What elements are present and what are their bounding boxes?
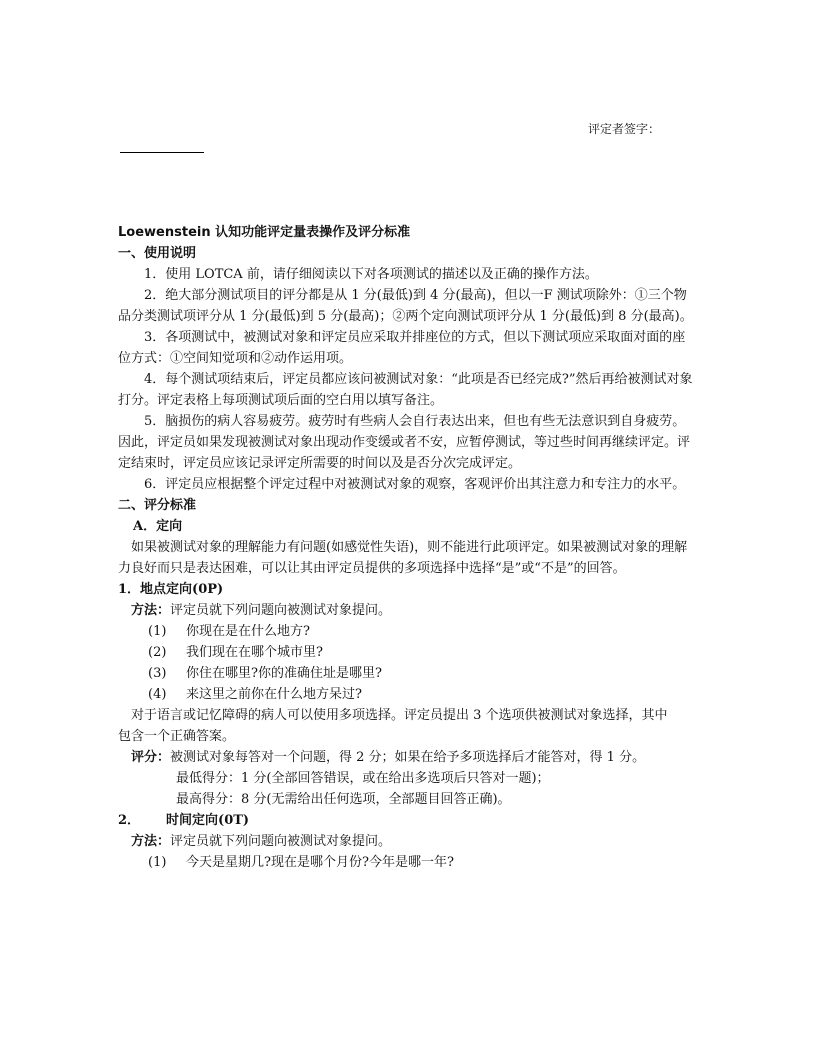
- signature-label: 评定者签字：: [588, 122, 661, 136]
- method-label: 方法：: [131, 603, 171, 618]
- score-max: 最高得分：8 分(无需给出任何选项，全部题目回答正确)。: [176, 792, 511, 807]
- score-text: 被测试对象每答对一个问题，得 2 分；如果在给予多项选择后才能答对，得 1 分。: [170, 750, 646, 765]
- question-item: (2) 我们现在在哪个城市里?: [148, 645, 323, 660]
- score-min: 最低得分：1 分(全部回答错误，或在给出多选项后只答对一题)；: [176, 771, 550, 786]
- instruction-paragraph: 5．脑损伤的病人容易疲劳。疲劳时有些病人会自行表达出来，但也有些无法意识到自身疲劳。因此，评定员如果发现被测试对象出现动作变缓或者不安，应暂停测试，等过些时间再继续评定。评定结束时，评定员应该记录评定所需要的时间以及是否分次完成评定。: [118, 414, 691, 471]
- question-item: (4) 来这里之前你在什么地方呆过?: [148, 687, 362, 702]
- section2-heading: 二、评分标准: [118, 498, 197, 513]
- instruction-paragraph: 4．每个测试项结束后，评定员都应该问被测试对象：“此项是否已经完成?”然后再给被测试对象打分。评定表格上每项测试项后面的空白用以填写备注。: [118, 372, 693, 408]
- section1-heading: 一、使用说明: [118, 246, 197, 261]
- subsection-a-heading: A．定向: [133, 519, 183, 534]
- item2-heading: 2． 时间定向(0T): [118, 813, 250, 828]
- instruction-paragraph: 3．各项测试中，被测试对象和评定员应采取并排座位的方式，但以下测试项应采取面对面的座位方式：①空间知觉项和②动作运用项。: [118, 330, 686, 366]
- instruction-paragraph: 2．绝大部分测试项目的评分都是从 1 分(最低)到 4 分(最高)，但以一F 测试项除外：①三个物品分类测试项评分从 1 分(最低)到 5 分(最高)；②两个定向测试项评分从 1 分(最低)到 8 分(最高)。: [118, 288, 693, 324]
- orientation-intro: 如果被测试对象的理解能力有问题(如感觉性失语)，则不能进行此项评定。如果被测试对象的理解力良好而只是表达困难，可以让其由评定员提供的多项选择中选择“是”或“不是”的回答。: [118, 540, 688, 576]
- document-body: [118, 222, 698, 873]
- multiple-choice-note: 对于语言或记忆障碍的病人可以使用多项选择。评定员提出 3 个选项供被测试对象选择，其中: [131, 708, 668, 723]
- document-title: Loewenstein 认知功能评定量表操作及评分标准: [118, 225, 411, 240]
- multiple-choice-note-cont: 包含一个正确答案。: [118, 729, 236, 744]
- score-label: 评分：: [131, 750, 171, 765]
- item1-heading: 1．地点定向(0P): [118, 582, 224, 597]
- method-label: 方法：: [131, 834, 171, 849]
- instruction-paragraph: 1．使用 LOTCA 前，请仔细阅读以下对各项测试的描述以及正确的操作方法。: [144, 267, 598, 282]
- signature-line: [120, 152, 204, 153]
- instruction-paragraph: 6．评定员应根据整个评定过程中对被测试对象的观察，客观评价出其注意力和专注力的水平。: [144, 477, 686, 492]
- question-item: (3) 你住在哪里?你的准确住址是哪里?: [148, 666, 382, 681]
- question-item: (1) 你现在是在什么地方?: [148, 624, 310, 639]
- method-text: 评定员就下列问题向被测试对象提问。: [170, 834, 392, 849]
- question-item: (1) 今天是星期几?现在是哪个月份?今年是哪一年?: [148, 855, 454, 870]
- method-text: 评定员就下列问题向被测试对象提问。: [170, 603, 392, 618]
